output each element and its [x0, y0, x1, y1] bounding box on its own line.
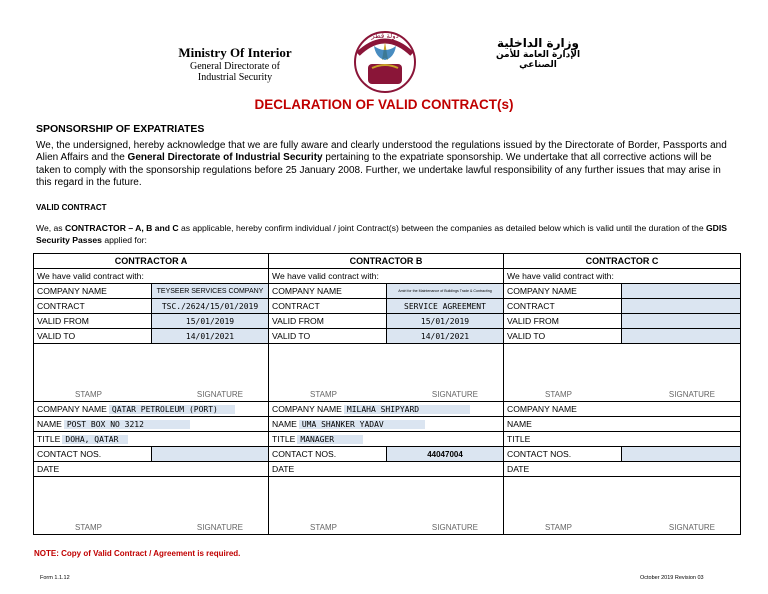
- contractor-b-contact-field[interactable]: 44047004: [387, 447, 504, 462]
- stamp-label: STAMP: [545, 523, 572, 532]
- valid-to-label: VALID TO: [34, 329, 152, 344]
- section-heading-valid-contract: VALID CONTRACT: [36, 203, 107, 212]
- para2-text-b: as applicable, hereby confirm individual / joint Contract(s) between the companies as detailed below which is valid until the duration of the: [178, 223, 706, 233]
- date-label: DATE: [272, 464, 295, 474]
- contact-label: CONTACT NOS.: [504, 447, 622, 462]
- valid-to-label: VALID TO: [504, 329, 622, 344]
- company-name-label: COMPANY NAME: [504, 284, 622, 299]
- signature-label: SIGNATURE: [668, 390, 715, 399]
- contractor-a-contract-field[interactable]: TSC./2624/15/01/2019: [152, 299, 269, 314]
- contractor-b-company-field[interactable]: Amiri for the Maintenance of Buildings Trade & Contracting: [387, 284, 504, 299]
- section-heading-sponsorship: SPONSORSHIP OF EXPATRIATES: [36, 123, 205, 135]
- contractor-a-valid-to-field[interactable]: 14/01/2021: [152, 329, 269, 344]
- title-label: TITLE: [272, 433, 296, 444]
- contractor-c-valid-to-field[interactable]: [622, 329, 741, 344]
- emblem-text: دولة قطر: [371, 32, 399, 40]
- contractor-c-stamp-signature-box-2[interactable]: [504, 477, 741, 535]
- contractor-a-name-field[interactable]: POST BOX NO 3212: [64, 420, 190, 429]
- contractor-b-date-cell: [269, 462, 504, 477]
- name-label: NAME: [507, 419, 532, 429]
- ministry-english-header: [160, 45, 310, 83]
- para1-text-b: pertaining to the expatriate sponsorship. We undertake that all corrective actions will be taken to comply with the sponsorship regulations before 25 January 2008. Further, we undertake lawful responsibility of any further issues that may arise in this regard in the future.: [36, 152, 721, 189]
- contract-copy-note: NOTE: Copy of Valid Contract / Agreement is required.: [34, 549, 241, 558]
- contractors-table: [33, 253, 741, 535]
- we-have-label: We have valid contract with:: [34, 269, 269, 284]
- contractor-b-valid-from-field[interactable]: 15/01/2019: [387, 314, 504, 329]
- title-label: TITLE: [37, 433, 61, 444]
- para1-text-a: We, the undersigned, hereby acknowledge that we are fully aware and clearly understood the regulations issued by the Directorate of Border, Passports and Alien Affairs and the: [36, 140, 727, 164]
- contact-label: CONTACT NOS.: [34, 447, 152, 462]
- valid-from-row: [34, 314, 741, 329]
- revision-info: October 2019 Revision 03: [640, 575, 704, 581]
- contractor-a-company-field[interactable]: TEYSEER SERVICES COMPANY: [152, 284, 269, 299]
- company-name-label: COMPANY NAME: [269, 284, 387, 299]
- name-label: NAME: [37, 418, 62, 429]
- we-have-label: We have valid contract with:: [269, 269, 504, 284]
- signature-label: SIGNATURE: [431, 390, 478, 399]
- contractor-a-valid-from-field[interactable]: 15/01/2019: [152, 314, 269, 329]
- contractor-b-stamp-signature-box-2[interactable]: [269, 477, 504, 535]
- company-name2-row: [34, 402, 741, 417]
- contractor-c-company-field[interactable]: [622, 284, 741, 299]
- contractor-b-valid-to-field[interactable]: 14/01/2021: [387, 329, 504, 344]
- contractor-b-title-cell: [269, 432, 504, 447]
- contract-label: CONTRACT: [504, 299, 622, 314]
- directorate-line1: General Directorate of: [190, 61, 280, 72]
- contractor-c-header: CONTRACTOR C: [504, 254, 741, 269]
- contractor-header-row: [34, 254, 741, 269]
- company-name-label: COMPANY NAME: [507, 404, 577, 414]
- contractor-c-contact-field[interactable]: [622, 447, 741, 462]
- valid-from-label: VALID FROM: [504, 314, 622, 329]
- valid-from-label: VALID FROM: [34, 314, 152, 329]
- contractor-a-header: CONTRACTOR A: [34, 254, 269, 269]
- name-row: [34, 417, 741, 432]
- arabic-directorate-line: الإدارة العامة للأمن الصناعي: [495, 50, 581, 70]
- contractor-c-title-cell: [504, 432, 741, 447]
- contact-row: [34, 447, 741, 462]
- contractor-b-company-name2-field[interactable]: MILAHA SHIPYARD: [344, 405, 470, 414]
- contractor-c-name-cell: [504, 417, 741, 432]
- signature-label: SIGNATURE: [431, 523, 478, 532]
- valid-contract-paragraph: [36, 222, 741, 246]
- contractor-a-title-cell: [34, 432, 269, 447]
- para2-text-c: applied for:: [101, 235, 147, 245]
- date-label: DATE: [507, 464, 530, 474]
- date-row: [34, 462, 741, 477]
- contractor-a-name-cell: [34, 417, 269, 432]
- stamp-label: STAMP: [310, 523, 337, 532]
- ministry-name: Ministry Of Interior: [178, 45, 292, 60]
- signature-label: SIGNATURE: [196, 390, 243, 399]
- form-number: Form 1.1.12: [40, 575, 70, 581]
- arabic-ministry-line: وزارة الداخلية: [496, 36, 580, 50]
- ministry-arabic-header: [478, 36, 598, 82]
- sponsorship-paragraph: [36, 140, 736, 190]
- stamp-row-1: [34, 344, 741, 402]
- contract-row: [34, 299, 741, 314]
- contractor-b-header: CONTRACTOR B: [269, 254, 504, 269]
- contractor-a-date-cell: [34, 462, 269, 477]
- company-name-label: COMPANY NAME: [34, 284, 152, 299]
- contractor-a-contact-field[interactable]: [152, 447, 269, 462]
- valid-from-label: VALID FROM: [269, 314, 387, 329]
- contractor-b-contract-field[interactable]: SERVICE AGREEMENT: [387, 299, 504, 314]
- contractor-a-title-field[interactable]: DOHA, QATAR: [62, 435, 128, 444]
- directorate-line2: Industrial Security: [197, 72, 273, 83]
- contractor-c-company-name2-cell: [504, 402, 741, 417]
- contractor-b-stamp-signature-box[interactable]: [269, 344, 504, 402]
- contractor-b-title-field[interactable]: MANAGER: [297, 435, 363, 444]
- contractor-c-contract-field[interactable]: [622, 299, 741, 314]
- contractor-a-company-name2-cell: [34, 402, 269, 417]
- para2-bold1: CONTRACTOR – A, B and C: [64, 223, 179, 233]
- date-label: DATE: [37, 464, 60, 474]
- we-have-label: We have valid contract with:: [504, 269, 741, 284]
- valid-to-row: [34, 329, 741, 344]
- contract-label: CONTRACT: [269, 299, 387, 314]
- stamp-label: STAMP: [75, 523, 102, 532]
- qatar-emblem-logo: [344, 24, 426, 96]
- signature-label: SIGNATURE: [196, 523, 243, 532]
- title-row: [34, 432, 741, 447]
- document-title: DECLARATION OF VALID CONTRACT(s): [254, 97, 514, 112]
- contract-label: CONTRACT: [34, 299, 152, 314]
- contractor-c-valid-from-field[interactable]: [622, 314, 741, 329]
- contact-label: CONTACT NOS.: [269, 447, 387, 462]
- company-name-label: COMPANY NAME: [272, 403, 342, 414]
- name-label: NAME: [272, 418, 297, 429]
- stamp-label: STAMP: [545, 390, 572, 399]
- para2-bold2: GDIS Security Passes: [36, 223, 728, 245]
- valid-to-label: VALID TO: [269, 329, 387, 344]
- contractor-b-company-name2-cell: [269, 402, 504, 417]
- para2-text-a: We, as: [36, 223, 65, 233]
- we-have-row: [34, 269, 741, 284]
- contractor-b-name-cell: [269, 417, 504, 432]
- company-name-label: COMPANY NAME: [37, 403, 107, 414]
- title-label: TITLE: [507, 434, 531, 444]
- contractor-c-stamp-signature-box[interactable]: [504, 344, 741, 402]
- para1-bold: General Directorate of Industrial Security: [127, 152, 323, 164]
- stamp-label: STAMP: [310, 390, 337, 399]
- contractor-a-stamp-signature-box[interactable]: [34, 344, 269, 402]
- contractor-a-stamp-signature-box-2[interactable]: [34, 477, 269, 535]
- contractor-a-company-name2-field[interactable]: QATAR PETROLEUM (PORT): [109, 405, 235, 414]
- company-row: [34, 284, 741, 299]
- contractor-c-date-cell: [504, 462, 741, 477]
- signature-label: SIGNATURE: [668, 523, 715, 532]
- stamp-row-2: [34, 477, 741, 535]
- stamp-label: STAMP: [75, 390, 102, 399]
- contractor-b-name-field[interactable]: UMA SHANKER YADAV: [299, 420, 425, 429]
